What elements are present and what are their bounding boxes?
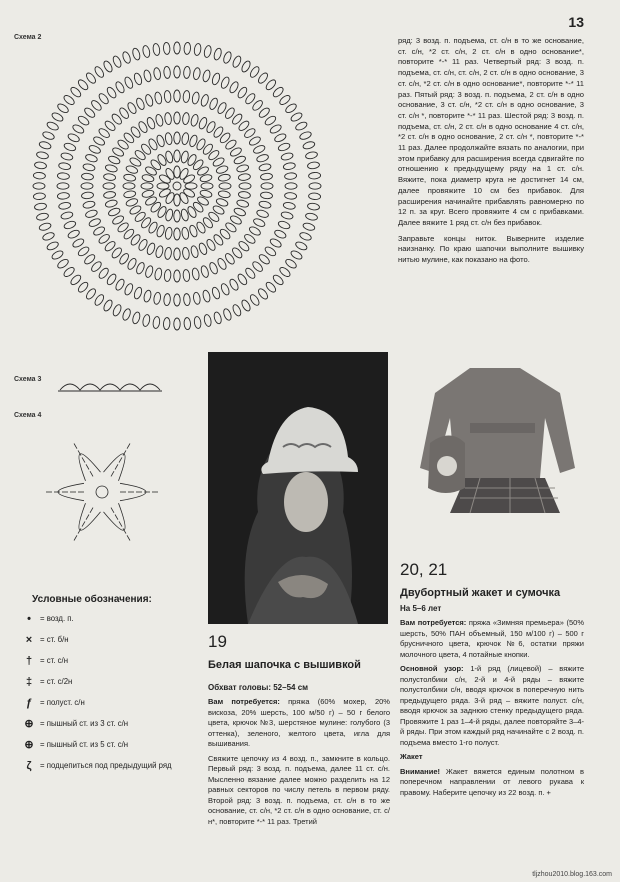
article2021-title: Двубортный жакет и сумочка <box>400 587 561 599</box>
article19-number: 19 <box>208 632 227 651</box>
article2021-number: 20, 21 <box>400 560 448 579</box>
legend-text: = подцепиться под предыдущий ряд <box>40 761 172 770</box>
article2021-pattern-label: Основной узор: <box>400 664 464 673</box>
legend-symbol: † <box>25 654 33 667</box>
top-text-paragraph: Заправьте концы ниток. Выверните изделие наизнанку. По краю шапочки выполните вышивку нитью мулине, как показано на фото. <box>398 233 584 265</box>
legend-row <box>18 629 198 650</box>
top-text-column <box>398 36 584 271</box>
article19-materials-label: Вам потребуется: <box>208 697 280 706</box>
top-text-paragraph: ряд: 3 возд. п. подъема, ст. с/н в то же основание, ст. с/н, *2 ст. с/н, 2 ст. с/н в одно основание*, повторите *-* 11 раз. Четвертый ряд: 3 возд. п. подъема, ст. с/н, ст. с/н, 2 ст. с/н в одно основание, 3 ст. с/н, *2 ст. с/н в одно основание*, повторите *-* 11 раз. Пятый ряд: 3 возд. п. подъема, 2 ст. с/н в одно основание, 3 ст. с/н, *2 ст. с/н в одно основание, 3 ст. с/н *, повторите *-* 11 раз. Шестой ряд: 3 возд. п. подъема, ст. с/н, 2 ст. с/н в одно основание 4 ст. с/н, *2 ст. с/н в одно основание, 2 ст. с/н *, повторите *-* 11 раз. Далее продолжайте вязать по аналогии, при этом прибавку для расширения всегда сдвигайте по отношению к предыдущему ряду на 1 ст. с/н. Вяжите, пока диаметр круга не достигнет 14 см, далее провяжите 10 см без прибавок. Для расширения начинайте прибавлять равномерно по 12 п. за круг. Всего провяжите 4 см с прибавками. Далее вяжите 1 ряд ст. с/н без прибавок. <box>398 36 584 227</box>
article2021-pattern: 1-й ряд (лицевой) – вяжите полустолбики с/н, 2-й и 4-й ряды – вяжите полустолбики с/н, вводя крючок в поперечную нить предыдущего ряда. 3-й ряд – вяжите полуст. с/н, вводя крючок за заднюю стенку предыдущего ряда. Провяжите 1 раз 1–4-й ряды, далее повторяйте 3–4-й ряды. При этом каждый ряд начинайте с 2 возд. п. подъема вместо 1-го полуст. <box>400 664 584 747</box>
legend-text: = ст. с/2н <box>40 677 73 686</box>
legend-symbol: ⊕ <box>24 718 34 730</box>
legend-symbol: ‡ <box>25 675 33 688</box>
legend-row <box>18 671 198 692</box>
schema2-diagram <box>12 40 342 340</box>
article19-materials: пряжа (60% мохер, 20% вискоза, 20% шерсть, 100 м/50 г) – 50 г белого цвета, крючок №3, шерстяное мулине: голубого (3 оттенка), зеленого, желтого цвета, игла для вышивания. <box>208 697 390 748</box>
legend-text: = пышный ст. из 3 ст. с/н <box>40 719 129 728</box>
schema4-label: Схема 4 <box>14 412 42 419</box>
hat-photo <box>208 352 388 624</box>
legend-row <box>18 608 198 629</box>
article2021-attention: Жакет вяжется единым полотном в поперечном направлении от левого рукава к правому. Наберите цепочку из 22 возд. п. + <box>400 766 584 797</box>
article2021-attention-label: Внимание! <box>400 766 440 776</box>
legend-text: = ст. б/н <box>40 635 69 644</box>
article2021-jacket-heading: Жакет <box>400 752 423 761</box>
article2021-body <box>400 618 584 802</box>
article19-title: Белая шапочка с вышивкой <box>208 659 361 671</box>
jacket-photo <box>410 348 588 518</box>
schema3-diagram <box>56 378 166 394</box>
article19-instructions: Свяжите цепочку из 4 возд. п., замкните в кольцо. Первый ряд: 3 возд. п. подъема, далее 11 ст. с/н. Мысленно вязание далее можно разделить на 12 равных секторов по числу петель в первом ряду. Второй ряд: 3 возд. п. подъема, ст. с/н в то же основание, ст. с/н, *2 ст. с/н в одно основание, ст. с/н*, повторите *-* 11 раз. Третий <box>208 753 390 826</box>
legend <box>18 608 198 776</box>
legend-title: Условные обозначения: <box>32 594 152 605</box>
schema4-diagram <box>40 412 170 562</box>
legend-text: = полуст. с/н <box>40 698 85 707</box>
legend-symbol: ζ <box>26 759 32 772</box>
article2021-materials: пряжа «Зимняя премьера» (50% шерсть, 50% ПАН объемный, 150 м/100 г) – 500 г брусничного цвета, крючок №6, остатки пряжи молочного цвета, 4 потайные кнопки. <box>400 618 584 659</box>
article2021-age: На 5–6 лет <box>400 604 442 613</box>
legend-text: = ст. с/н <box>40 656 69 665</box>
legend-symbol: × <box>25 633 33 646</box>
schema3-label: Схема 3 <box>14 376 42 383</box>
legend-row <box>18 650 198 671</box>
article2021-materials-label: Вам потребуется: <box>400 618 467 627</box>
legend-row <box>18 713 198 734</box>
legend-row <box>18 692 198 713</box>
legend-row <box>18 755 198 776</box>
legend-symbol: ƒ <box>25 696 33 709</box>
legend-symbol: ⊕ <box>24 739 34 751</box>
schema2-label: Схема 2 <box>14 34 42 41</box>
legend-text: = пышный ст. из 5 ст. с/н <box>40 740 129 749</box>
legend-row <box>18 734 198 755</box>
article19-body <box>208 697 390 831</box>
article19-size: Обхват головы: 52–54 см <box>208 683 309 692</box>
legend-symbol: • <box>27 612 31 625</box>
footer-url: tljzhou2010.blog.163.com <box>532 871 612 878</box>
page-number: 13 <box>568 14 584 30</box>
legend-text: = возд. п. <box>40 614 74 623</box>
